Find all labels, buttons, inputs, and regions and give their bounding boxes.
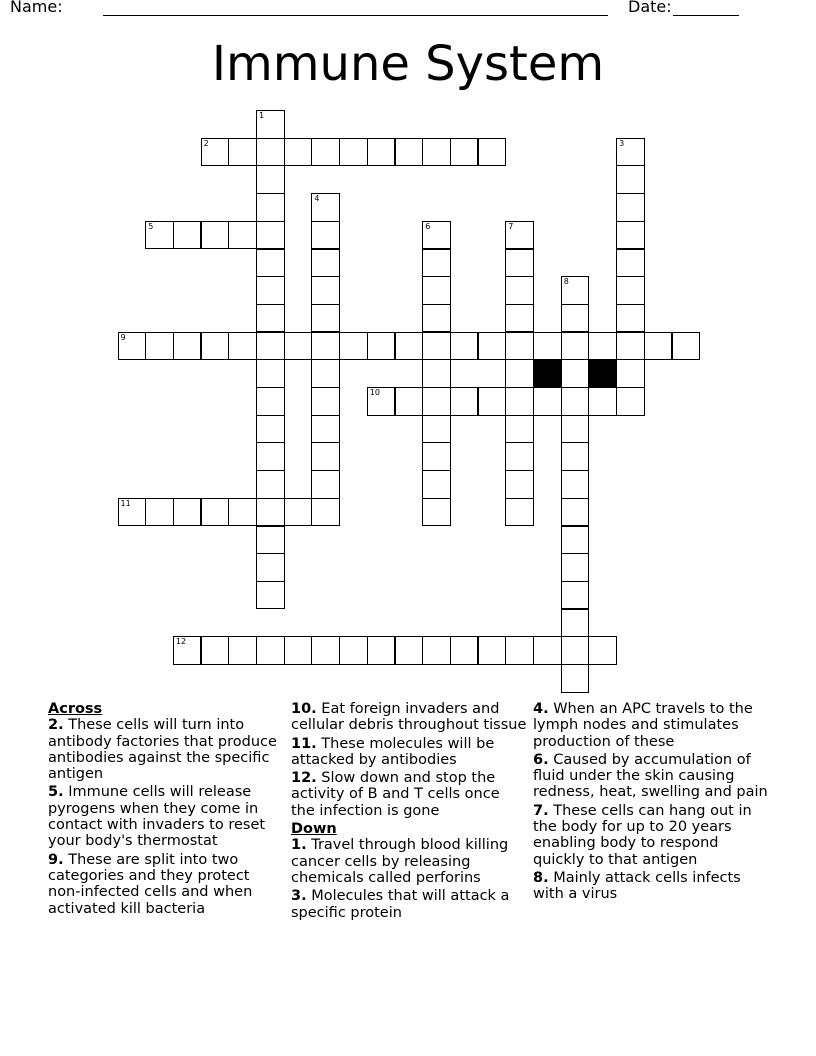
- clue-across-11: [291, 736, 527, 769]
- grid-square[interactable]: [422, 470, 451, 499]
- grid-square[interactable]: [505, 249, 534, 278]
- black-square: [533, 359, 562, 388]
- grid-square[interactable]: [201, 498, 230, 527]
- grid-square[interactable]: [505, 304, 534, 333]
- grid-square[interactable]: [311, 359, 340, 388]
- square-number: 5: [148, 221, 154, 231]
- clue-number: 12.: [291, 770, 317, 787]
- grid-square[interactable]: [311, 193, 340, 222]
- grid-square[interactable]: [450, 387, 479, 416]
- grid-square[interactable]: [505, 470, 534, 499]
- grid-square[interactable]: [256, 581, 285, 610]
- grid-square[interactable]: [256, 332, 285, 361]
- grid-square[interactable]: [422, 415, 451, 444]
- square-number: 11: [120, 498, 131, 508]
- clue-down-4: [533, 701, 769, 750]
- grid-square[interactable]: [118, 498, 147, 527]
- grid-square[interactable]: [588, 387, 617, 416]
- clue-number: 10.: [291, 701, 317, 717]
- grid-square[interactable]: [422, 359, 451, 388]
- square-number: 7: [508, 221, 514, 231]
- clue-down-7: [533, 803, 769, 868]
- grid-square[interactable]: [616, 387, 645, 416]
- grid-square[interactable]: [256, 110, 285, 139]
- grid-square[interactable]: [644, 332, 673, 361]
- clue-column-2: [291, 701, 527, 923]
- grid-square[interactable]: [422, 636, 451, 665]
- grid-square[interactable]: [395, 138, 424, 167]
- clue-across-9: [48, 852, 284, 917]
- square-number: 4: [314, 194, 320, 204]
- grid-square[interactable]: [478, 138, 507, 167]
- grid-square[interactable]: [311, 415, 340, 444]
- grid-square[interactable]: [256, 221, 285, 250]
- square-number: 8: [563, 277, 569, 287]
- grid-square[interactable]: [561, 498, 590, 527]
- clue-down-8: [533, 870, 769, 903]
- grid-square[interactable]: [616, 359, 645, 388]
- grid-square[interactable]: [284, 636, 313, 665]
- clue-text: Mainly attack cells infects with a virus: [533, 869, 741, 903]
- grid-square[interactable]: [284, 332, 313, 361]
- clue-across-5: [48, 784, 284, 849]
- grid-square[interactable]: [561, 304, 590, 333]
- clue-down-3: [291, 888, 527, 921]
- grid-square[interactable]: [588, 636, 617, 665]
- clue-number: 2.: [48, 717, 64, 734]
- grid-square[interactable]: [422, 249, 451, 278]
- grid-square[interactable]: [256, 470, 285, 499]
- clue-number: 7.: [533, 802, 549, 819]
- grid-square[interactable]: [616, 276, 645, 305]
- grid-square[interactable]: [256, 359, 285, 388]
- grid-square[interactable]: [256, 553, 285, 582]
- grid-square[interactable]: [311, 387, 340, 416]
- grid-square[interactable]: [173, 636, 202, 665]
- grid-square[interactable]: [616, 221, 645, 250]
- grid-square[interactable]: [478, 332, 507, 361]
- grid-square[interactable]: [616, 165, 645, 194]
- grid-square[interactable]: [588, 332, 617, 361]
- grid-square[interactable]: [367, 636, 396, 665]
- grid-square[interactable]: [256, 193, 285, 222]
- grid-square[interactable]: [339, 138, 368, 167]
- clue-number: 9.: [48, 851, 64, 868]
- grid-square[interactable]: [561, 553, 590, 582]
- square-number: 10: [369, 388, 380, 397]
- clue-column-3: [533, 701, 769, 905]
- grid-square[interactable]: [145, 498, 174, 527]
- grid-square[interactable]: [228, 636, 257, 665]
- grid-square[interactable]: [256, 415, 285, 444]
- grid-square[interactable]: [284, 138, 313, 167]
- across-heading: Across: [48, 701, 103, 717]
- grid-square[interactable]: [256, 276, 285, 305]
- clue-across-2: [48, 717, 284, 782]
- grid-square[interactable]: [561, 442, 590, 471]
- clue-text: Travel through blood killing cancer cells by releasing chemicals called perforins: [291, 837, 509, 886]
- down-heading: Down: [291, 821, 337, 838]
- grid-square[interactable]: [561, 359, 590, 388]
- clue-text: These molecules will be attacked by antibodies: [291, 735, 495, 768]
- grid-square[interactable]: [561, 415, 590, 444]
- grid-square[interactable]: [533, 636, 562, 665]
- grid-square[interactable]: [367, 138, 396, 167]
- grid-square[interactable]: [561, 664, 590, 693]
- grid-square[interactable]: [256, 165, 285, 194]
- grid-square[interactable]: [201, 221, 230, 250]
- clue-across-10: [291, 701, 527, 734]
- grid-square[interactable]: [561, 609, 590, 638]
- square-number: 6: [425, 221, 431, 231]
- clue-across-12: [291, 770, 527, 819]
- clue-text: Molecules that will attack a specific protein: [291, 888, 510, 921]
- grid-square[interactable]: [533, 332, 562, 361]
- grid-square[interactable]: [395, 332, 424, 361]
- clue-number: 1.: [291, 837, 307, 854]
- grid-square[interactable]: [311, 470, 340, 499]
- clue-text: These are split into two categories and they protect non-infected cells and when activated kill bacteria: [48, 851, 253, 917]
- grid-square[interactable]: [228, 332, 257, 361]
- grid-square[interactable]: [505, 276, 534, 305]
- clue-number: 8.: [533, 869, 549, 886]
- grid-square[interactable]: [422, 332, 451, 361]
- clue-text: Slow down and stop the activity of B and T cells once the infection is gone: [291, 770, 500, 819]
- grid-square[interactable]: [478, 387, 507, 416]
- clue-number: 6.: [533, 751, 549, 768]
- grid-square[interactable]: [367, 387, 396, 416]
- grid-square[interactable]: [422, 442, 451, 471]
- date-label: Date:: [628, 0, 672, 16]
- grid-square[interactable]: [505, 498, 534, 527]
- grid-square[interactable]: [616, 193, 645, 222]
- grid-square[interactable]: [311, 138, 340, 167]
- grid-square[interactable]: [173, 221, 202, 250]
- grid-square[interactable]: [616, 304, 645, 333]
- grid-square[interactable]: [561, 526, 590, 555]
- grid-square[interactable]: [505, 442, 534, 471]
- grid-square[interactable]: [450, 138, 479, 167]
- grid-square[interactable]: [505, 332, 534, 361]
- grid-square[interactable]: [311, 249, 340, 278]
- grid-square[interactable]: [422, 276, 451, 305]
- clue-number: 3.: [291, 888, 307, 905]
- grid-square[interactable]: [422, 498, 451, 527]
- grid-square[interactable]: [422, 387, 451, 416]
- grid-square[interactable]: [256, 387, 285, 416]
- grid-square[interactable]: [311, 636, 340, 665]
- grid-square[interactable]: [311, 442, 340, 471]
- grid-square[interactable]: [422, 138, 451, 167]
- grid-square[interactable]: [672, 332, 701, 361]
- grid-square[interactable]: [256, 138, 285, 167]
- grid-square[interactable]: [616, 138, 645, 167]
- grid-square[interactable]: [256, 498, 285, 527]
- clue-down-1: [291, 837, 527, 886]
- page-title: Immune System: [211, 36, 605, 92]
- grid-square[interactable]: [256, 636, 285, 665]
- name-label: Name:: [10, 0, 63, 16]
- grid-square[interactable]: [256, 249, 285, 278]
- grid-square[interactable]: [367, 332, 396, 361]
- square-number: 1: [259, 111, 265, 120]
- grid-square[interactable]: [173, 332, 202, 361]
- clue-text: When an APC travels to the lymph nodes and stimulates production of these: [533, 701, 753, 750]
- grid-square[interactable]: [311, 221, 340, 250]
- square-number: 12: [175, 637, 187, 647]
- grid-square[interactable]: [311, 304, 340, 333]
- grid-square[interactable]: [228, 221, 257, 250]
- grid-square[interactable]: [339, 636, 368, 665]
- grid-square[interactable]: [228, 498, 257, 527]
- clue-number: 5.: [48, 784, 64, 801]
- grid-square[interactable]: [201, 138, 230, 167]
- clue-column-1: [48, 701, 284, 919]
- grid-square[interactable]: [533, 387, 562, 416]
- square-number: 2: [203, 138, 209, 148]
- grid-square[interactable]: [505, 636, 534, 665]
- square-number: 3: [619, 138, 625, 148]
- grid-square[interactable]: [616, 249, 645, 278]
- grid-square[interactable]: [561, 581, 590, 610]
- grid-square[interactable]: [505, 221, 534, 250]
- grid-square[interactable]: [505, 415, 534, 444]
- grid-square[interactable]: [478, 636, 507, 665]
- grid-square[interactable]: [311, 332, 340, 361]
- grid-square[interactable]: [505, 387, 534, 416]
- grid-square[interactable]: [311, 276, 340, 305]
- clue-text: Caused by accumulation of fluid under the skin causing redness, heat, swelling and pain: [533, 751, 768, 801]
- grid-square[interactable]: [450, 636, 479, 665]
- grid-square[interactable]: [118, 332, 147, 361]
- clue-number: 11.: [291, 735, 317, 752]
- grid-square[interactable]: [256, 526, 285, 555]
- clue-down-6: [533, 752, 769, 801]
- grid-square[interactable]: [145, 332, 174, 361]
- grid-square[interactable]: [561, 387, 590, 416]
- grid-square[interactable]: [422, 221, 451, 250]
- grid-square[interactable]: [145, 221, 174, 250]
- grid-square[interactable]: [284, 498, 313, 527]
- clue-text: Immune cells will release pyrogens when they come in contact with invaders to reset your body's thermostat: [48, 784, 266, 850]
- grid-square[interactable]: [201, 636, 230, 665]
- clue-number: 4.: [533, 701, 549, 717]
- grid-square[interactable]: [395, 387, 424, 416]
- grid-square[interactable]: [256, 304, 285, 333]
- grid-square[interactable]: [561, 276, 590, 305]
- grid-square[interactable]: [450, 332, 479, 361]
- grid-square[interactable]: [561, 636, 590, 665]
- clue-text: These cells can hang out in the body for up to 20 years enabling body to respond quickly to that antigen: [533, 802, 752, 868]
- grid-square[interactable]: [201, 332, 230, 361]
- grid-square[interactable]: [505, 359, 534, 388]
- grid-square[interactable]: [561, 332, 590, 361]
- grid-square[interactable]: [561, 470, 590, 499]
- grid-square[interactable]: [422, 304, 451, 333]
- square-number: 9: [120, 332, 126, 342]
- grid-square[interactable]: [173, 498, 202, 527]
- clue-text: Eat foreign invaders and cellular debris throughout tissue: [291, 701, 527, 734]
- clue-text: These cells will turn into antibody factories that produce antibodies against the specific antigen: [48, 717, 277, 783]
- grid-square[interactable]: [256, 442, 285, 471]
- grid-square[interactable]: [395, 636, 424, 665]
- grid-square[interactable]: [228, 138, 257, 167]
- grid-square[interactable]: [311, 498, 340, 527]
- grid-square[interactable]: [616, 332, 645, 361]
- grid-square[interactable]: [339, 332, 368, 361]
- black-square: [588, 359, 617, 388]
